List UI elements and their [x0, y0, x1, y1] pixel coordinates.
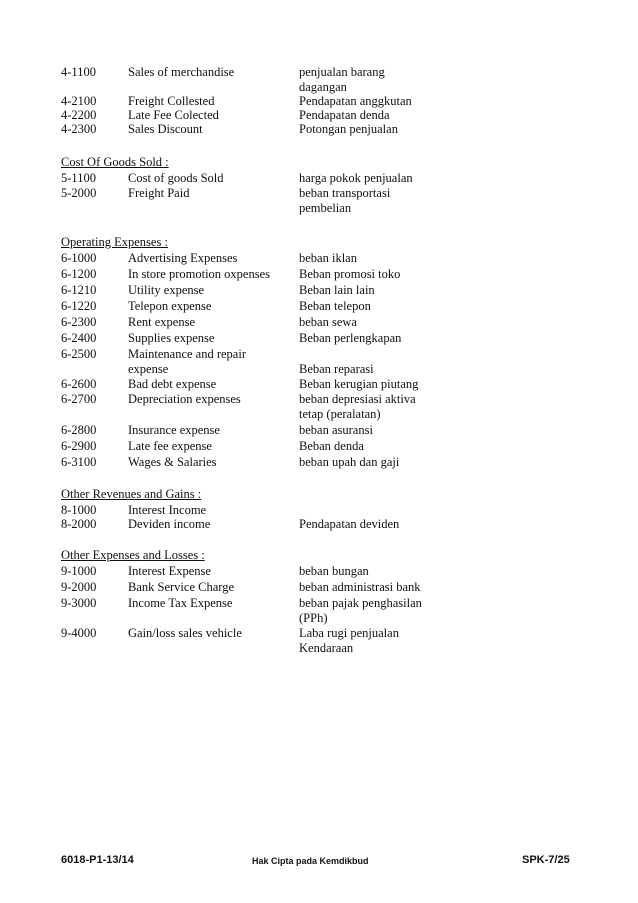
account-name-en: Telepon expense: [128, 299, 212, 313]
account-name-id: (PPh): [299, 611, 328, 625]
list-item: [0, 422, 638, 438]
account-name-id: harga pokok penjualan: [299, 171, 413, 185]
list-item: [0, 516, 638, 532]
account-name-id: pembelian: [299, 201, 352, 215]
account-name-id: tetap (peralatan): [299, 407, 381, 421]
account-name-id: Beban denda: [299, 439, 364, 453]
account-code: 4-2300: [61, 122, 97, 136]
account-code: 6-1200: [61, 267, 97, 281]
account-name-id: beban pajak penghasilan: [299, 596, 422, 610]
account-name-id: beban administrasi bank: [299, 580, 421, 594]
account-name-id: Beban lain lain: [299, 283, 375, 297]
account-name-id: Beban kerugian piutang: [299, 377, 419, 391]
account-name-id: beban asuransi: [299, 423, 373, 437]
account-name-en: Rent expense: [128, 315, 195, 329]
list-item: [0, 454, 638, 470]
list-item: [0, 346, 638, 362]
list-item: [0, 595, 638, 611]
account-name-en: Advertising Expenses: [128, 251, 238, 265]
list-item: [0, 170, 638, 186]
account-name-en: Cost of goods Sold: [128, 171, 224, 185]
account-code: 4-1100: [61, 65, 96, 79]
list-item: [0, 314, 638, 330]
section-title: Cost Of Goods Sold :: [61, 155, 169, 169]
account-code: 5-2000: [61, 186, 97, 200]
list-item: [0, 266, 638, 282]
account-name-id: Pendapatan anggkutan: [299, 94, 412, 108]
list-item: [0, 438, 638, 454]
list-item: [0, 330, 638, 346]
section-title: Other Revenues and Gains :: [61, 487, 202, 501]
section-header-other-expenses: [0, 547, 638, 563]
account-name-id: dagangan: [299, 80, 347, 94]
account-name-en: In store promotion oxpenses: [128, 267, 270, 281]
list-item: [0, 250, 638, 266]
account-code: 6-1000: [61, 251, 97, 265]
account-name-en: Wages & Salaries: [128, 455, 217, 469]
list-item: [0, 298, 638, 314]
list-item: [0, 121, 638, 137]
account-name-id: Pendapatan denda: [299, 108, 390, 122]
account-name-id: Kendaraan: [299, 641, 354, 655]
account-code: 4-2200: [61, 108, 97, 122]
list-item: [0, 563, 638, 579]
account-name-id: penjualan barang: [299, 65, 385, 79]
account-code: 6-2700: [61, 392, 97, 406]
account-code: 6-2300: [61, 315, 97, 329]
section-title: Operating Expenses :: [61, 235, 168, 249]
account-name-en: Sales Discount: [128, 122, 203, 136]
list-item: [0, 200, 638, 216]
account-code: 6-2900: [61, 439, 97, 453]
account-code: 6-2600: [61, 377, 97, 391]
copyright-notice: Hak Cipta pada Kemdikbud: [252, 856, 369, 866]
account-code: 6-2400: [61, 331, 97, 345]
account-name-en: expense: [128, 362, 169, 376]
account-code: 8-1000: [61, 503, 97, 517]
account-name-en: Deviden income: [128, 517, 211, 531]
list-item: [0, 579, 638, 595]
list-item: [0, 406, 638, 422]
list-item: [0, 64, 638, 80]
account-code: 6-2800: [61, 423, 97, 437]
account-name-en: Interest Expense: [128, 564, 211, 578]
section-header-opex: [0, 234, 638, 250]
list-item: [0, 282, 638, 298]
account-name-id: Beban telepon: [299, 299, 371, 313]
account-name-id: beban sewa: [299, 315, 357, 329]
account-name-id: beban transportasi: [299, 186, 391, 200]
section-title: Other Expenses and Losses :: [61, 548, 205, 562]
account-name-en: Freight Collested: [128, 94, 215, 108]
account-name-en: Supplies expense: [128, 331, 215, 345]
document-code: 6018-P1-13/14: [61, 854, 134, 866]
account-name-id: Laba rugi penjualan: [299, 626, 399, 640]
account-name-id: Pendapatan deviden: [299, 517, 400, 531]
section-header-other-revenues: [0, 486, 638, 502]
account-code: 6-3100: [61, 455, 97, 469]
account-name-en: Sales of merchandise: [128, 65, 235, 79]
account-name-id: Potongan penjualan: [299, 122, 398, 136]
list-item: [0, 625, 638, 641]
account-name-en: Interest Income: [128, 503, 207, 517]
account-name-en: Bank Service Charge: [128, 580, 234, 594]
account-code: 8-2000: [61, 517, 97, 531]
account-code: 4-2100: [61, 94, 97, 108]
account-code: 9-4000: [61, 626, 97, 640]
account-name-en: Insurance expense: [128, 423, 220, 437]
account-name-en: Gain/loss sales vehicle: [128, 626, 242, 640]
account-code: 9-2000: [61, 580, 97, 594]
list-item: [0, 640, 638, 656]
account-name-en: Freight Paid: [128, 186, 190, 200]
account-name-id: beban upah dan gaji: [299, 455, 400, 469]
account-code: 5-1100: [61, 171, 96, 185]
account-name-en: Depreciation expenses: [128, 392, 241, 406]
account-name-en: Utility expense: [128, 283, 205, 297]
account-code: 9-1000: [61, 564, 97, 578]
list-item: [0, 185, 638, 201]
list-item: [0, 361, 638, 377]
page-number: SPK-7/25: [522, 854, 570, 866]
account-code: 6-2500: [61, 347, 97, 361]
account-name-en: Late Fee Colected: [128, 108, 219, 122]
list-item: [0, 376, 638, 392]
account-name-id: beban bungan: [299, 564, 369, 578]
account-name-en: Maintenance and repair: [128, 347, 246, 361]
account-code: 9-3000: [61, 596, 97, 610]
list-item: [0, 391, 638, 407]
account-code: 6-1210: [61, 283, 97, 297]
account-name-id: Beban perlengkapan: [299, 331, 402, 345]
account-name-id: beban depresiasi aktiva: [299, 392, 416, 406]
list-item: [0, 610, 638, 626]
page-footer: [0, 854, 638, 870]
account-name-en: Income Tax Expense: [128, 596, 233, 610]
account-name-id: Beban promosi toko: [299, 267, 401, 281]
account-name-en: Late fee expense: [128, 439, 212, 453]
account-name-id: Beban reparasi: [299, 362, 374, 376]
account-code: 6-1220: [61, 299, 97, 313]
section-header-cogs: [0, 154, 638, 170]
account-name-en: Bad debt expense: [128, 377, 217, 391]
account-name-id: beban iklan: [299, 251, 357, 265]
